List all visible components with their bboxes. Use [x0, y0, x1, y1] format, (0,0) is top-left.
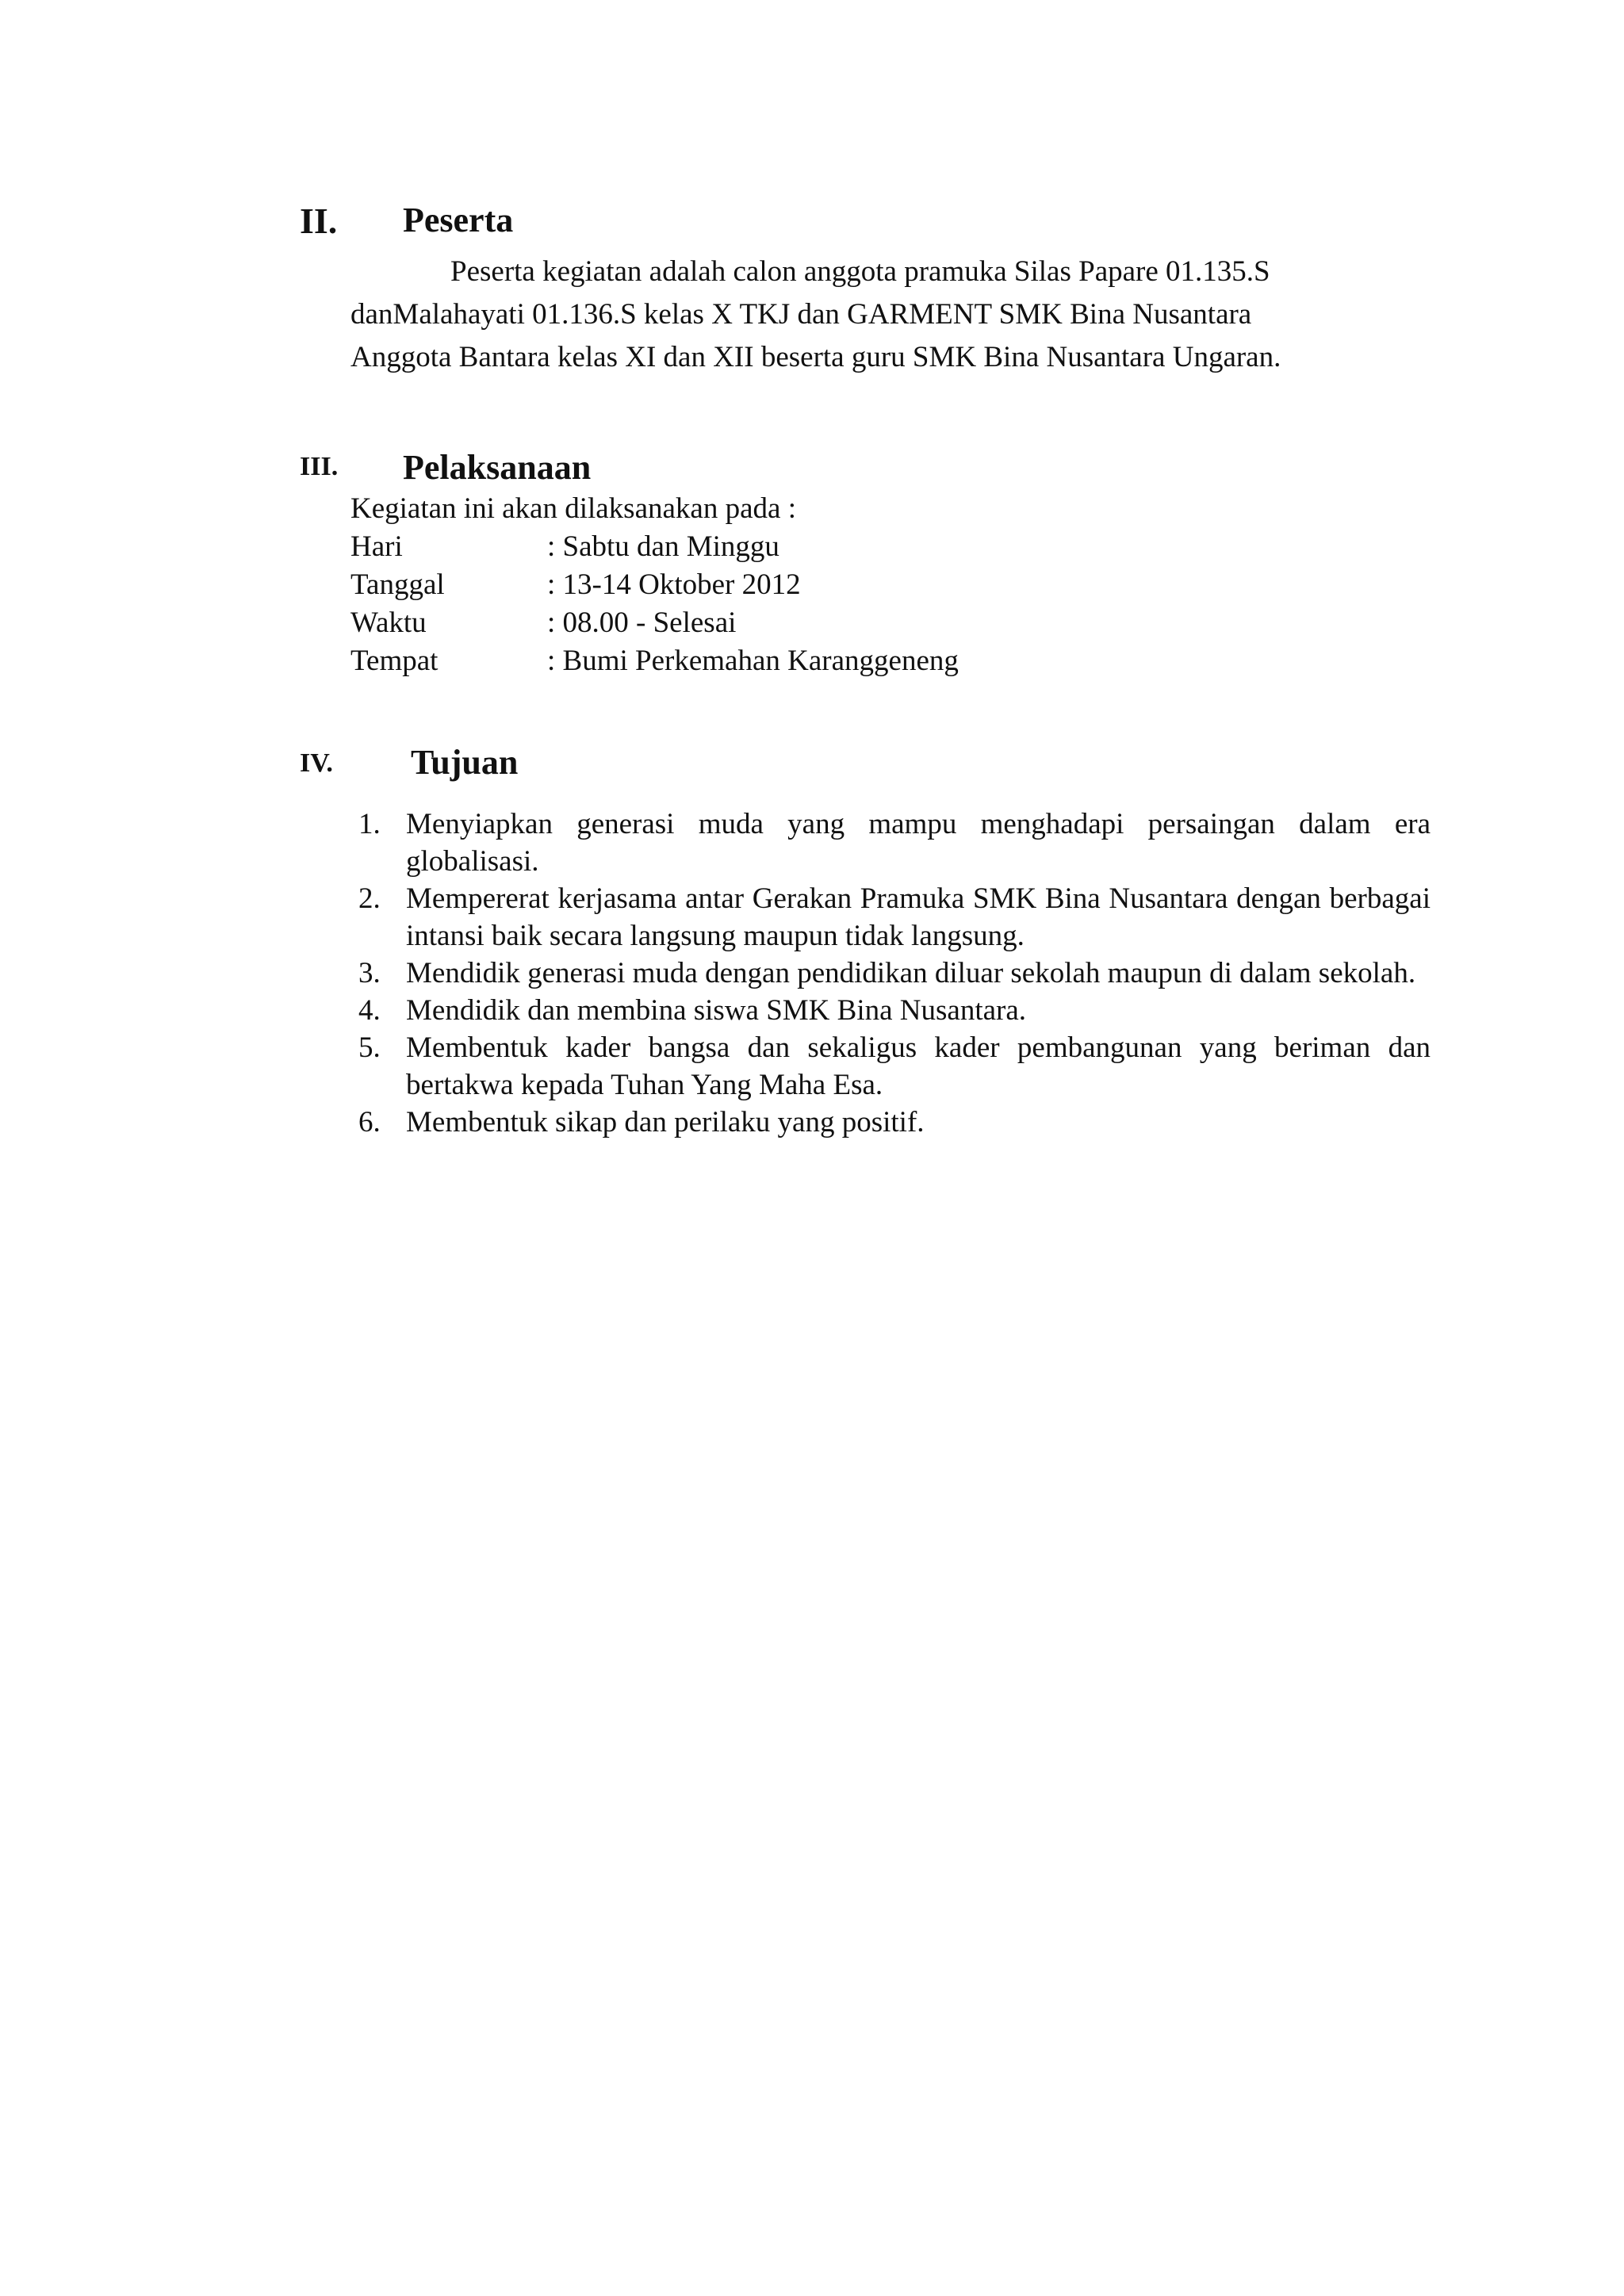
section-heading-pelaksanaan [0, 447, 1624, 495]
list-item [350, 955, 1431, 992]
section-title: Tujuan [411, 743, 519, 782]
schedule-row [350, 528, 959, 566]
schedule-value: : 08.00 - Selesai [547, 607, 737, 639]
schedule-block [350, 490, 959, 680]
schedule-value: : Bumi Perkemahan Karanggeneng [547, 645, 959, 677]
list-item [350, 1029, 1431, 1104]
schedule-row [350, 642, 959, 680]
list-marker: 3. [358, 957, 381, 989]
section-heading-tujuan [0, 742, 1624, 790]
schedule-value: : 13-14 Oktober 2012 [547, 568, 801, 601]
list-item [350, 880, 1431, 955]
list-marker: 6. [358, 1106, 381, 1138]
section-title: Pelaksanaan [403, 448, 592, 487]
section-heading-peserta [0, 200, 1624, 247]
list-item-text: Membentuk kader bangsa dan sekaligus kader pembangunan yang beriman dan bertakwa kepada Tuhan Yang Maha Esa. [406, 1031, 1431, 1101]
schedule-label: Tanggal [350, 568, 445, 601]
schedule-row [350, 604, 959, 642]
peserta-paragraph [350, 251, 1445, 379]
schedule-label: Waktu [350, 607, 427, 639]
list-item-text: Mempererat kerjasama antar Gerakan Pramuka SMK Bina Nusantara dengan berbagai intansi baik secara langsung maupun tidak langsung. [406, 882, 1431, 952]
section-number: IV. [300, 748, 333, 778]
list-item-text: Mendidik generasi muda dengan pendidikan diluar sekolah maupun di dalam sekolah. [406, 957, 1416, 989]
section-number: III. [300, 452, 339, 481]
list-item-text: Mendidik dan membina siswa SMK Bina Nusantara. [406, 994, 1027, 1027]
list-marker: 1. [358, 808, 381, 840]
schedule-label: Hari [350, 530, 403, 563]
goals-list [350, 806, 1431, 1141]
paragraph-line: danMalahayati 01.136.S kelas X TKJ dan GARMENT SMK Bina Nusantara [350, 298, 1252, 331]
list-item-text: Membentuk sikap dan perilaku yang positif. [406, 1106, 925, 1138]
list-item [350, 1104, 1431, 1141]
section-number: II. [300, 201, 338, 241]
list-marker: 4. [358, 994, 381, 1027]
schedule-value: : Sabtu dan Minggu [547, 530, 779, 563]
paragraph-line: Anggota Bantara kelas XI dan XII beserta guru SMK Bina Nusantara Ungaran. [350, 341, 1281, 373]
schedule-label: Tempat [350, 645, 439, 677]
list-item [350, 992, 1431, 1029]
section-title: Peserta [403, 201, 514, 239]
list-item-text: Menyiapkan generasi muda yang mampu menghadapi persaingan dalam era globalisasi. [406, 808, 1431, 878]
paragraph-line: Peserta kegiatan adalah calon anggota pramuka Silas Papare 01.135.S [450, 255, 1270, 288]
schedule-intro: Kegiatan ini akan dilaksanakan pada : [350, 492, 796, 525]
schedule-row [350, 566, 959, 604]
list-marker: 5. [358, 1031, 381, 1064]
list-marker: 2. [358, 882, 381, 915]
list-item [350, 806, 1431, 880]
